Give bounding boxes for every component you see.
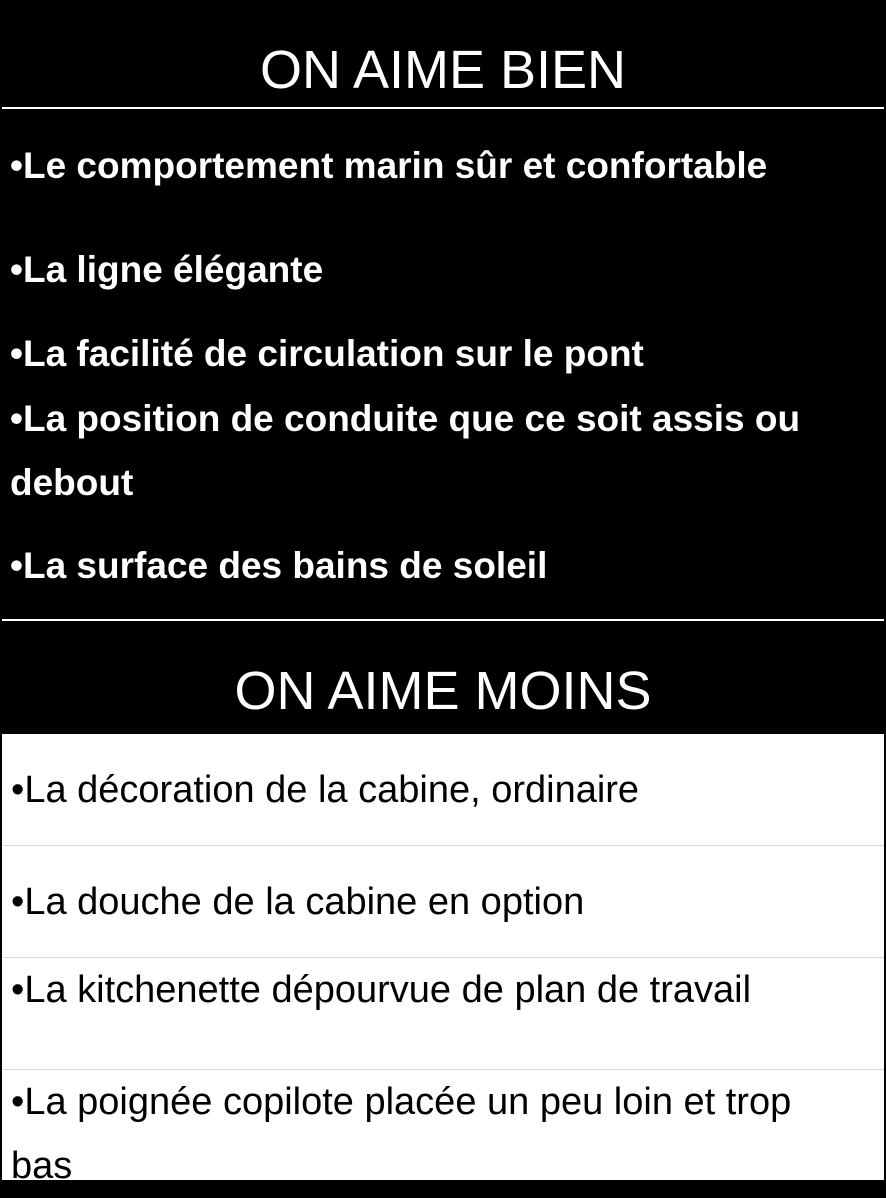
dislikes-item-text: La poignée copilote placée un peu loin et trop bas xyxy=(11,1081,792,1187)
likes-item-text: La facilité de circulation sur le pont xyxy=(22,333,644,374)
likes-title-divider xyxy=(2,107,884,109)
likes-item xyxy=(10,134,880,198)
likes-item xyxy=(10,534,880,598)
dislikes-item xyxy=(2,846,884,958)
bullet-glyph: • xyxy=(10,145,23,186)
bullet-glyph: • xyxy=(11,1081,25,1123)
likes-item xyxy=(10,238,880,302)
bullet-glyph: • xyxy=(11,881,25,923)
bullet-glyph: • xyxy=(10,545,23,586)
dislikes-item xyxy=(2,734,884,846)
dislikes-panel xyxy=(2,734,884,1187)
bullet-glyph: • xyxy=(10,249,23,290)
dislikes-item xyxy=(2,958,884,1070)
bullet-glyph: • xyxy=(11,769,25,811)
dislikes-title: ON AIME MOINS xyxy=(234,661,652,721)
likes-bottom-divider xyxy=(2,619,884,621)
dislikes-item-text: La douche de la cabine en option xyxy=(24,881,585,923)
dislikes-item xyxy=(2,1070,884,1187)
bullet-glyph: • xyxy=(11,969,25,1011)
likes-item-text: La position de conduite que ce soit assis ou debout xyxy=(10,398,801,503)
likes-title: ON AIME BIEN xyxy=(259,40,627,100)
likes-item-text: La ligne élégante xyxy=(22,249,324,290)
dislikes-item-text: La décoration de la cabine, ordinaire xyxy=(24,769,640,811)
dislikes-item-text: La kitchenette dépourvue de plan de travail xyxy=(24,969,752,1011)
likes-item xyxy=(10,322,880,386)
likes-item xyxy=(10,387,876,515)
likes-item-text: La surface des bains de soleil xyxy=(22,545,548,586)
likes-item-text: Le comportement marin sûr et confortable xyxy=(22,145,768,186)
bullet-glyph: • xyxy=(10,333,23,374)
bullet-glyph: • xyxy=(10,398,23,439)
